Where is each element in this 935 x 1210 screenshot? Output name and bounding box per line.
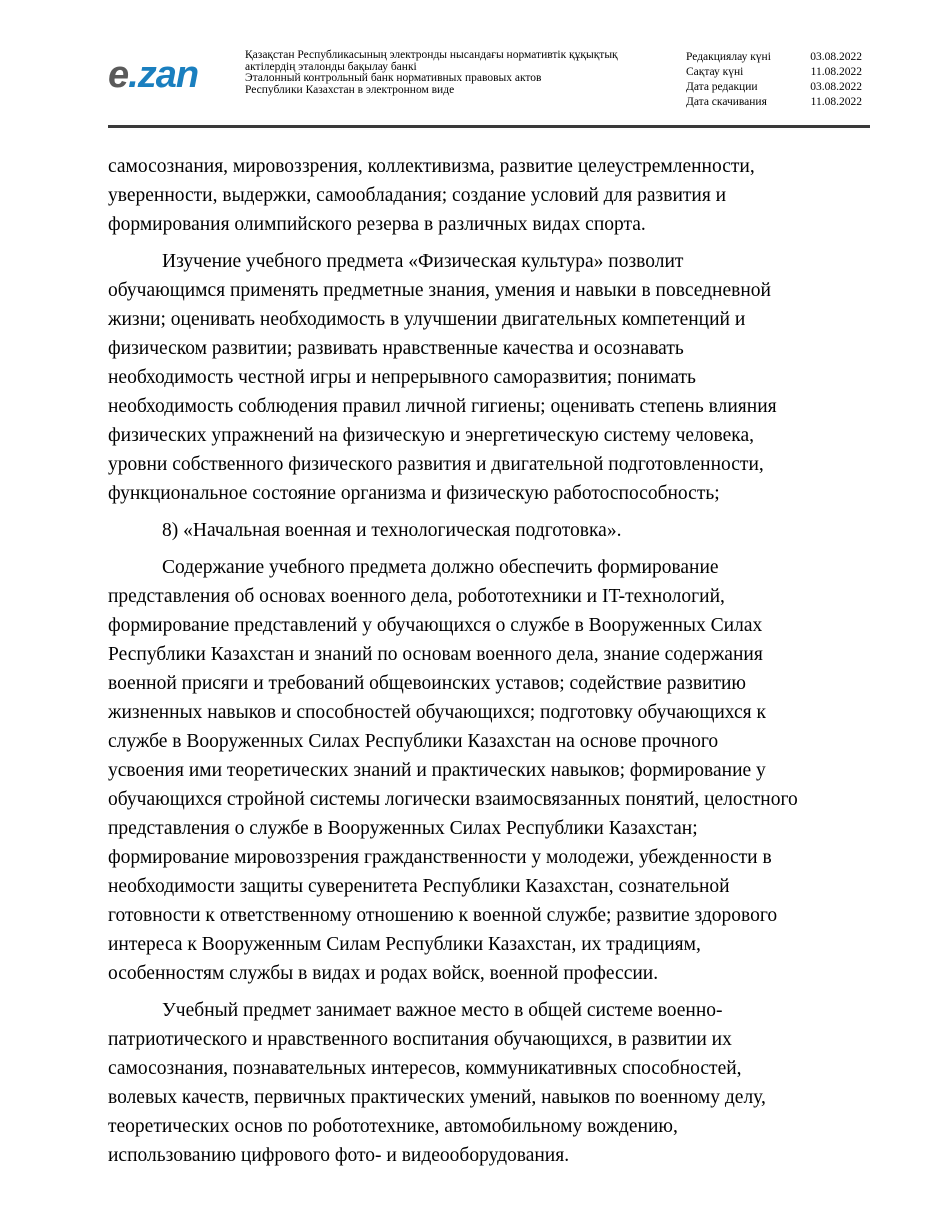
paragraph-line: Содержание учебного предмета должно обеспечить формирование — [162, 557, 719, 578]
paragraph-line: необходимости защиты суверенитета Республики Казахстан, сознательной — [108, 876, 730, 897]
date-row-edit-kz — [686, 50, 862, 65]
paragraph-line: физических упражнений на физическую и энергетическую систему человека, — [108, 425, 755, 446]
date-value: 03.08.2022 — [810, 81, 862, 93]
paragraph-line: формирование мировоззрения гражданственности у молодежи, убежденности в — [108, 847, 772, 868]
paragraph-line: использованию цифрового фото- и видеооборудования. — [108, 1145, 570, 1166]
date-label: Редакциялау күні — [686, 51, 771, 63]
paragraph-line: Республики Казахстан и знаний по основам военного дела, знание содержания — [108, 644, 763, 665]
paragraph-line: готовности к ответственному отношению к военной службе; развитие здорового — [108, 905, 778, 926]
paragraph-line: обучающихся стройной системы логически взаимосвязанных понятий, целостного — [108, 789, 798, 810]
date-label: Дата скачивания — [686, 96, 767, 108]
header-description-line: Эталонный контрольный банк нормативных правовых актов — [245, 72, 542, 84]
header-divider — [108, 125, 870, 128]
header-description-line: актілердің эталонды бақылау банкі — [245, 60, 417, 73]
paragraph-line: формирование представлений у обучающихся о службе в Вооруженных Силах — [108, 615, 763, 636]
paragraph-line: военной присяги и требований общевоинских уставов; содействие развитию — [108, 673, 746, 694]
ezan-logo[interactable]: e.zan — [108, 54, 199, 96]
paragraph-line: жизни; оценивать необходимость в улучшении двигательных компетенций и — [108, 309, 746, 330]
paragraph-line: особенностям службы в видах и родах войск, военной профессии. — [108, 963, 659, 984]
paragraph-line: усвоения ими теоретических знаний и практических навыков; формирование у — [108, 760, 766, 781]
paragraph-line: теоретических основ по робототехнике, автомобильному вождению, — [108, 1116, 678, 1137]
paragraph-line: самосознания, познавательных интересов, коммуникативных способностей, — [108, 1058, 742, 1079]
header-description-line: Республики Казахстан в электронном виде — [245, 83, 455, 96]
date-row-download-ru — [686, 95, 862, 110]
paragraph-line: представления о службе в Вооруженных Силах Республики Казахстан; — [108, 818, 698, 839]
paragraph-line: службе в Вооруженных Силах Республики Казахстан на основе прочного — [108, 731, 719, 752]
paragraph-line: обучающимся применять предметные знания, умения и навыки в повседневной — [108, 280, 771, 301]
date-value: 11.08.2022 — [810, 96, 862, 108]
document-paragraph — [108, 553, 878, 988]
date-row-edit-ru — [686, 80, 862, 95]
document-paragraph — [108, 516, 878, 545]
date-label: Сақтау күні — [686, 66, 744, 78]
paragraph-line: 8) «Начальная военная и технологическая подготовка». — [162, 520, 622, 541]
date-value: 03.08.2022 — [810, 51, 862, 63]
date-row-save-kz — [686, 65, 862, 80]
paragraph-line: формирования олимпийского резерва в различных видах спорта. — [108, 214, 646, 235]
page-header — [108, 45, 870, 123]
document-body — [108, 152, 878, 1178]
paragraph-line: физическом развитии; развивать нравственные качества и осознавать — [108, 338, 684, 359]
paragraph-line: необходимость честной игры и непрерывного саморазвития; понимать — [108, 367, 696, 388]
paragraph-line: патриотического и нравственного воспитания обучающихся, в развитии их — [108, 1029, 732, 1050]
paragraph-line: Изучение учебного предмета «Физическая культура» позволит — [162, 251, 684, 272]
header-description-line: Қазақстан Республикасының электронды нысандағы нормативтік құқықтық — [245, 49, 618, 61]
document-paragraph — [108, 996, 878, 1170]
paragraph-line: Учебный предмет занимает важное место в общей системе военно- — [162, 1000, 723, 1021]
paragraph-line: необходимость соблюдения правил личной гигиены; оценивать степень влияния — [108, 396, 777, 417]
paragraph-line: уверенности, выдержки, самообладания; создание условий для развития и — [108, 185, 727, 206]
date-value: 11.08.2022 — [810, 66, 862, 78]
paragraph-line: представления об основах военного дела, робототехники и IT-технологий, — [108, 586, 725, 607]
paragraph-line: волевых качеств, первичных практических умений, навыков по военному делу, — [108, 1087, 766, 1108]
paragraph-line: жизненных навыков и способностей обучающихся; подготовку обучающихся к — [108, 702, 766, 723]
document-paragraph — [108, 247, 878, 508]
paragraph-line: функциональное состояние организма и физическую работоспособность; — [108, 483, 720, 504]
paragraph-line: интереса к Вооруженным Силам Республики Казахстан, их традициям, — [108, 934, 701, 955]
paragraph-line: самосознания, мировоззрения, коллективизма, развитие целеустремленности, — [108, 156, 755, 177]
date-label: Дата редакции — [686, 81, 758, 93]
document-paragraph — [108, 152, 878, 239]
header-description — [245, 50, 665, 96]
header-dates — [686, 50, 862, 110]
paragraph-line: уровни собственного физического развития и двигательной подготовленности, — [108, 454, 764, 475]
